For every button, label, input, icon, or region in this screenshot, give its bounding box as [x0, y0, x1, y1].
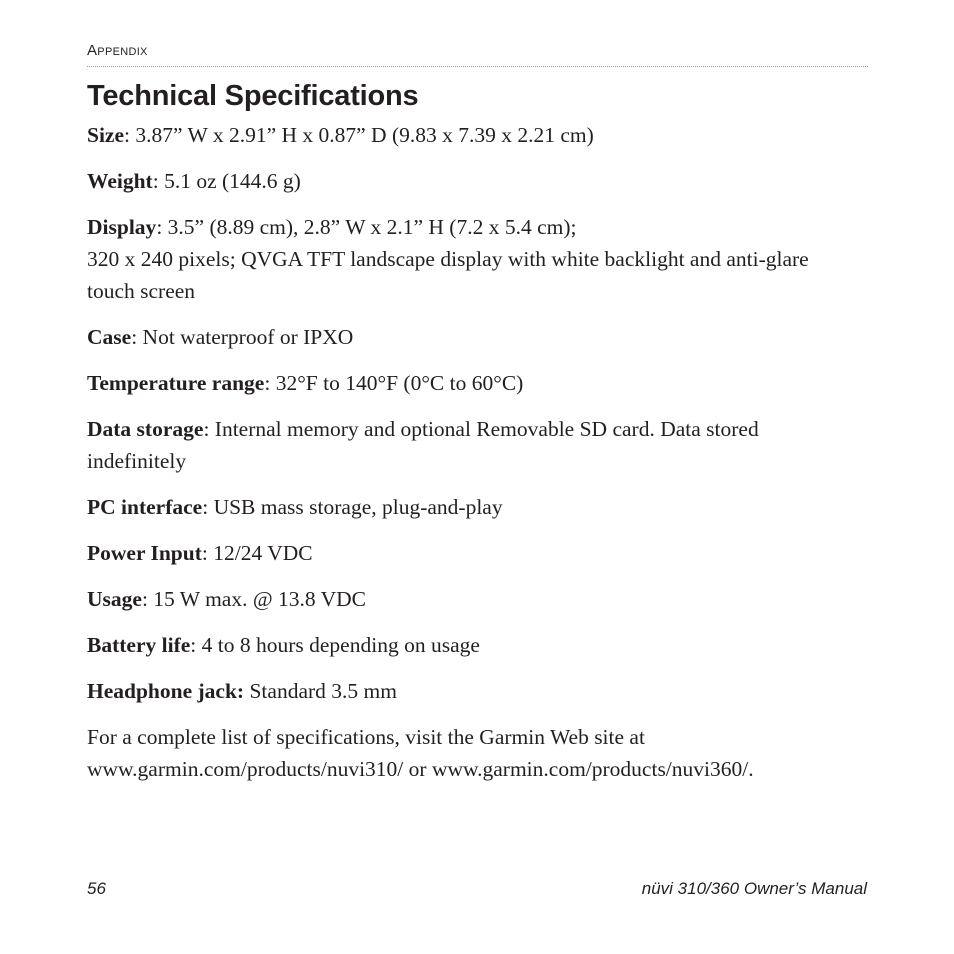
manual-title: nüvi 310/360 Owner’s Manual	[641, 879, 867, 898]
spec-label: Usage	[87, 587, 142, 611]
header-divider	[87, 66, 868, 67]
spec-battery-life	[87, 629, 857, 661]
spec-power-input	[87, 537, 857, 569]
spec-separator: :	[190, 633, 202, 657]
spec-label: Case	[87, 325, 132, 349]
page-title: Technical Specifications	[87, 80, 419, 112]
spec-value: 3.5” (8.89 cm), 2.8” W x 2.1” H (7.2 x 5.4 cm);	[167, 215, 577, 239]
spec-usage	[87, 583, 857, 615]
spec-weight	[87, 165, 857, 197]
spec-value: 32°F to 140°F (0°C to 60°C)	[275, 371, 524, 395]
spec-label: Data storage	[87, 417, 204, 441]
more-info-text: For a complete list of specifications, visit the Garmin Web site at	[87, 725, 645, 749]
spec-display	[87, 211, 857, 307]
spec-value: 5.1 oz (144.6 g)	[164, 169, 301, 193]
spec-separator: :	[131, 325, 143, 349]
more-info-paragraph	[87, 721, 857, 785]
spec-value: USB mass storage, plug-and-play	[213, 495, 503, 519]
spec-label: Headphone jack:	[87, 679, 245, 703]
spec-label: Size	[87, 123, 125, 147]
spec-separator: :	[264, 371, 276, 395]
running-head: Appendix	[87, 42, 148, 59]
spec-pc-interface	[87, 491, 857, 523]
spec-value-continued: 320 x 240 pixels; QVGA TFT landscape display with white backlight and anti-glare touch screen	[87, 247, 809, 303]
spec-label: Power Input	[87, 541, 202, 565]
spec-value: 12/24 VDC	[213, 541, 313, 565]
specs-list	[87, 119, 857, 785]
spec-label: Battery life	[87, 633, 191, 657]
spec-separator: :	[152, 169, 165, 193]
spec-value: 3.87” W x 2.91” H x 0.87” D (9.83 x 7.39 x 2.21 cm)	[135, 123, 594, 147]
spec-data-storage	[87, 413, 857, 477]
spec-size	[87, 119, 857, 151]
spec-separator: :	[156, 215, 168, 239]
spec-label: PC interface	[87, 495, 203, 519]
spec-value: Not waterproof or IPXO	[142, 325, 354, 349]
spec-separator: :	[203, 417, 215, 441]
spec-case	[87, 321, 857, 353]
spec-label: Display	[87, 215, 157, 239]
spec-separator: :	[124, 123, 136, 147]
spec-separator: :	[201, 541, 214, 565]
spec-separator: :	[141, 587, 154, 611]
spec-separator: :	[202, 495, 214, 519]
garmin-urls: www.garmin.com/products/nuvi310/ or www.garmin.com/products/nuvi360/.	[87, 757, 754, 781]
spec-value: Standard 3.5 mm	[249, 679, 397, 703]
spec-value: 15 W max. @ 13.8 VDC	[153, 587, 367, 611]
spec-temperature-range	[87, 367, 857, 399]
spec-value: Internal memory and optional Removable SD card. Data stored indefinitely	[87, 417, 759, 473]
spec-value: 4 to 8 hours depending on usage	[201, 633, 480, 657]
spec-label: Weight	[87, 169, 153, 193]
spec-label: Temperature range	[87, 371, 265, 395]
spec-headphone-jack	[87, 675, 857, 707]
page-number: 56	[87, 879, 106, 898]
